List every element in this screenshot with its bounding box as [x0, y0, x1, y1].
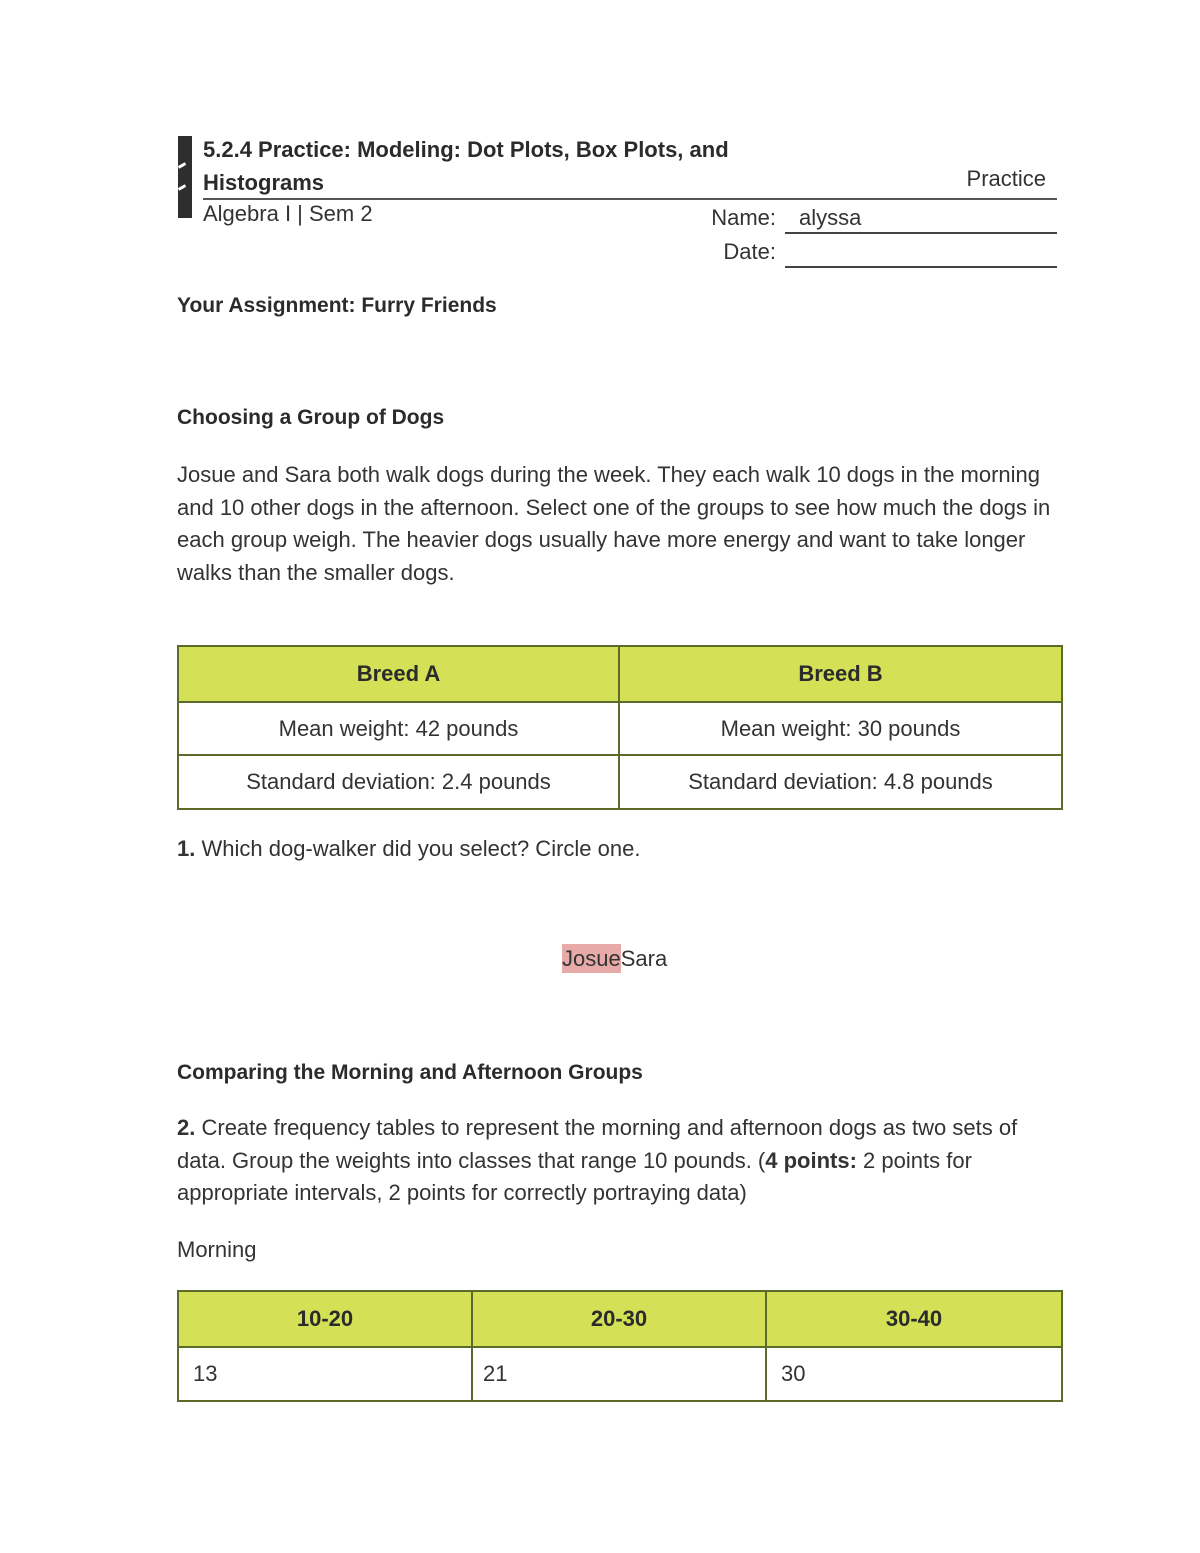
breed-a-mean: Mean weight: 42 pounds [178, 702, 619, 755]
table-row [178, 1347, 1062, 1401]
logo-notch [178, 184, 186, 191]
table-row [178, 755, 1062, 809]
question-2-number: 2. [177, 1115, 196, 1140]
breed-b-header: Breed B [619, 646, 1062, 702]
intro-paragraph: Josue and Sara both walk dogs during the week. They each walk 10 dogs in the morning and 10 other dogs in the afternoon. Select one of the groups to see how much the dogs in each group weigh. The heavier dogs usually have more energy and want to take longer walks than the smaller dogs. [177, 462, 1051, 585]
question-1-number: 1. [177, 836, 196, 861]
question-2 [177, 1112, 1067, 1210]
morning-value-cell[interactable]: 30 [766, 1347, 1062, 1401]
interval-header: 20-30 [472, 1291, 766, 1347]
date-label: Date: [723, 239, 776, 264]
choice-josue[interactable]: Josue [562, 946, 621, 971]
date-field-line [785, 266, 1057, 268]
morning-value-cell[interactable]: 13 [178, 1347, 472, 1401]
title-line-2: Histograms [203, 170, 325, 195]
title-line-1: 5.2.4 Practice: Modeling: Dot Plots, Box Plots, and [203, 137, 729, 162]
section-heading-comparing: Comparing the Morning and Afternoon Groups [177, 1061, 643, 1084]
breed-table [177, 645, 1063, 810]
breed-b-sd: Standard deviation: 4.8 pounds [619, 755, 1062, 809]
walker-choice [562, 946, 667, 972]
question-2-text-after: 2 points for appropriate intervals, 2 points for correctly portraying data) [177, 1147, 972, 1205]
name-label: Name: [711, 205, 776, 230]
morning-label: Morning [177, 1237, 257, 1262]
morning-header-row [178, 1291, 1062, 1347]
assignment-heading: Your Assignment: Furry Friends [177, 294, 497, 317]
choice-sara[interactable]: Sara [620, 946, 668, 971]
breed-a-header: Breed A [178, 646, 619, 702]
question-1-text: Which dog-walker did you select? Circle one. [201, 836, 641, 861]
breed-table-header-row [178, 646, 1062, 702]
question-2-points: 4 points: [765, 1147, 857, 1173]
breed-a-sd: Standard deviation: 2.4 pounds [178, 755, 619, 809]
doc-type-label: Practice [966, 166, 1046, 191]
question-2-text: Create frequency tables to represent the morning and afternoon dogs as two sets of data. Group the weights into classes that range 10 pounds. ( [177, 1115, 1018, 1173]
interval-header: 10-20 [178, 1291, 472, 1347]
question-1 [177, 833, 1067, 866]
table-row [178, 702, 1062, 755]
breed-b-mean: Mean weight: 30 pounds [619, 702, 1062, 755]
interval-header: 30-40 [766, 1291, 1062, 1347]
logo-notch [178, 162, 186, 169]
name-value[interactable]: alyssa [799, 205, 862, 230]
section-heading-choosing: Choosing a Group of Dogs [177, 406, 445, 429]
header-divider [203, 198, 1057, 200]
name-field-line [785, 232, 1057, 234]
morning-frequency-table [177, 1290, 1063, 1402]
morning-value-cell[interactable]: 21 [472, 1347, 766, 1401]
course-logo [178, 136, 192, 218]
page-title [203, 133, 729, 199]
course-label: Algebra I | Sem 2 [203, 201, 373, 226]
